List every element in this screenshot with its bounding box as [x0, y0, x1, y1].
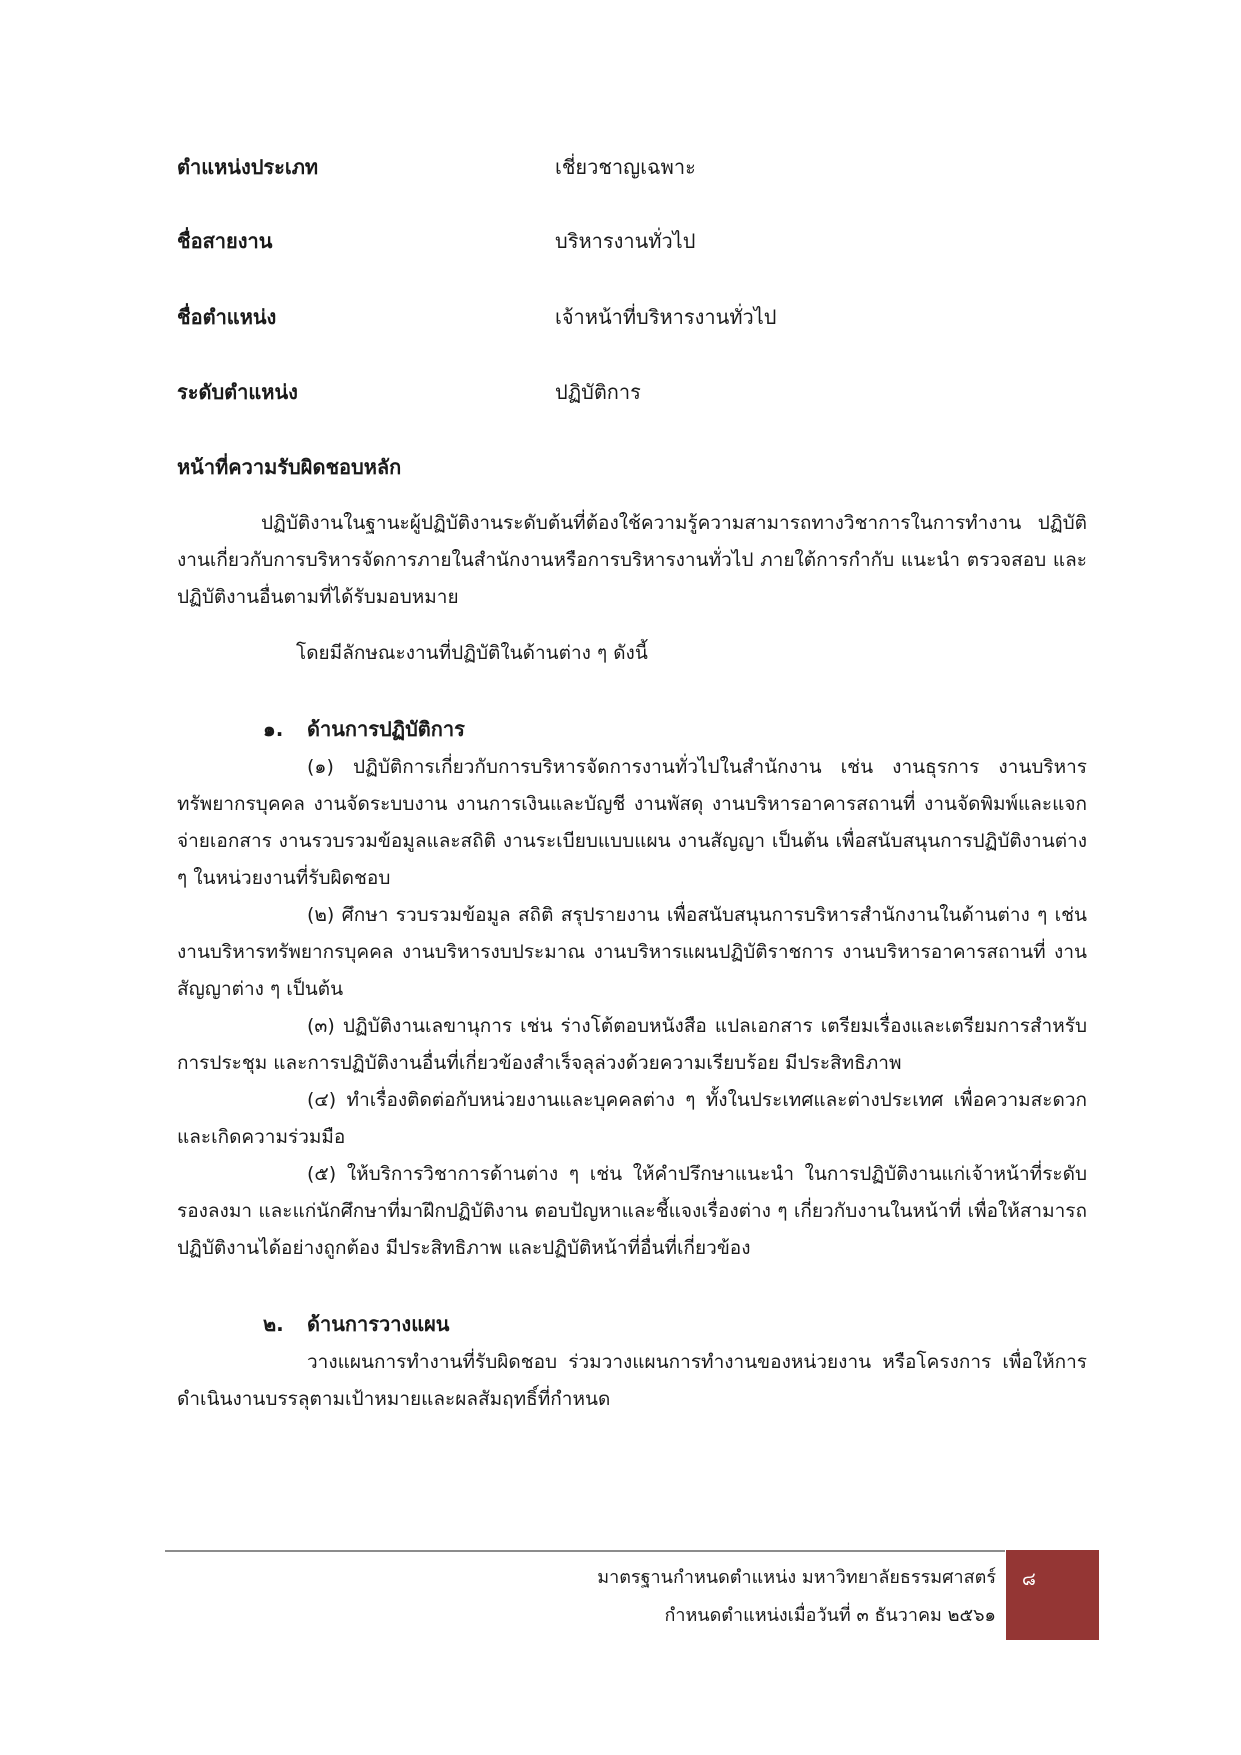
field-label: ชื่อสายงาน	[177, 229, 273, 253]
field-value: บริหารงานทั่วไป	[555, 229, 696, 253]
section-1-item-4: (๔) ทำเรื่องติดต่อกับหน่วยงานและบุคคลต่าง ๆ ทั้งในประเทศและต่างประเทศ เพื่อความสะดวกและเกิดความร่วมมือ	[177, 1089, 1087, 1148]
field-value: เจ้าหน้าที่บริหารงานทั่วไป	[555, 305, 777, 329]
footer-divider	[165, 1550, 1005, 1552]
field-label: ตำแหน่งประเภท	[177, 155, 319, 179]
section-1-item-3: (๓) ปฏิบัติงานเลขานุการ เช่น ร่างโต้ตอบหนังสือ แปลเอกสาร เตรียมเรื่องและเตรียมการสำหรับการประชุม และการปฏิบัติงานอื่นที่เกี่ยวข้องสำเร็จลุล่วงด้วยความเรียบร้อย มีประสิทธิภาพ	[177, 1015, 1087, 1074]
field-label: ระดับตำแหน่ง	[177, 380, 298, 404]
field-label: ชื่อตำแหน่ง	[177, 305, 277, 329]
section-number: ๑.	[263, 717, 284, 741]
duties-intro: ปฏิบัติงานในฐานะผู้ปฏิบัติงานระดับต้นที่ต้องใช้ความรู้ความสามารถทางวิชาการในการทำงาน ปฏิบัติงานเกี่ยวกับการบริหารจัดการภายในสำนักงานหรือการบริหารงานทั่วไป ภายใต้การกำกับ แนะนำ ตรวจสอบ และปฏิบัติงานอื่นตามที่ได้รับมอบหมาย	[177, 512, 1087, 608]
page-number: ๘	[1022, 1569, 1036, 1590]
footer-title: มาตรฐานกำหนดตำแหน่ง มหาวิทยาลัยธรรมศาสตร์	[597, 1567, 996, 1588]
section-number: ๒.	[263, 1312, 284, 1336]
page-number-box	[1006, 1550, 1099, 1640]
section-title-text: ด้านการวางแผน	[307, 1312, 450, 1336]
section-2-item-1: วางแผนการทำงานที่รับผิดชอบ ร่วมวางแผนการทำงานของหน่วยงาน หรือโครงการ เพื่อให้การดำเนินงานบรรลุตามเป้าหมายและผลสัมฤทธิ์ที่กำหนด	[177, 1351, 1087, 1410]
field-position-level	[177, 375, 1077, 409]
section-1-title	[263, 712, 465, 746]
footer-date: กำหนดตำแหน่งเมื่อวันที่ ๓ ธันวาคม ๒๕๖๑	[664, 1605, 996, 1626]
duties-lead: โดยมีลักษณะงานที่ปฏิบัติในด้านต่าง ๆ ดังนี้	[296, 642, 648, 664]
field-job-line	[177, 224, 1077, 258]
section-1-item-1: (๑) ปฏิบัติการเกี่ยวกับการบริหารจัดการงานทั่วไปในสำนักงาน เช่น งานธุรการ งานบริหารทรัพยากรบุคคล งานจัดระบบงาน งานการเงินและบัญชี งานพัสดุ งานบริหารอาคารสถานที่ งานจัดพิมพ์และแจกจ่ายเอกสาร งานรวบรวมข้อมูลและสถิติ งานระเบียบแบบแผน งานสัญญา เป็นต้น เพื่อสนับสนุนการปฏิบัติงานต่าง ๆ ในหน่วยงานที่รับผิดชอบ	[177, 756, 1087, 889]
section-title-text: ด้านการปฏิบัติการ	[307, 717, 465, 741]
section-2-title	[263, 1307, 449, 1341]
field-position-type	[177, 150, 1077, 184]
field-value: เชี่ยวชาญเฉพาะ	[555, 155, 696, 179]
field-position-name	[177, 300, 1077, 334]
duties-heading: หน้าที่ความรับผิดชอบหลัก	[177, 455, 402, 479]
field-value: ปฏิบัติการ	[555, 380, 641, 404]
section-1-item-5: (๕) ให้บริการวิชาการด้านต่าง ๆ เช่น ให้คำปรึกษาแนะนำ ในการปฏิบัติงานแก่เจ้าหน้าที่ระดับรองลงมา และแก่นักศึกษาที่มาฝึกปฏิบัติงาน ตอบปัญหาและชี้แจงเรื่องต่าง ๆ เกี่ยวกับงานในหน้าที่ เพื่อให้สามารถปฏิบัติงานได้อย่างถูกต้อง มีประสิทธิภาพ และปฏิบัติหน้าที่อื่นที่เกี่ยวข้อง	[177, 1163, 1087, 1259]
section-1-item-2: (๒) ศึกษา รวบรวมข้อมูล สถิติ สรุปรายงาน เพื่อสนับสนุนการบริหารสำนักงานในด้านต่าง ๆ เช่น งานบริหารทรัพยากรบุคคล งานบริหารงบประมาณ งานบริหารแผนปฏิบัติราชการ งานบริหารอาคารสถานที่ งานสัญญาต่าง ๆ เป็นต้น	[177, 904, 1087, 1000]
